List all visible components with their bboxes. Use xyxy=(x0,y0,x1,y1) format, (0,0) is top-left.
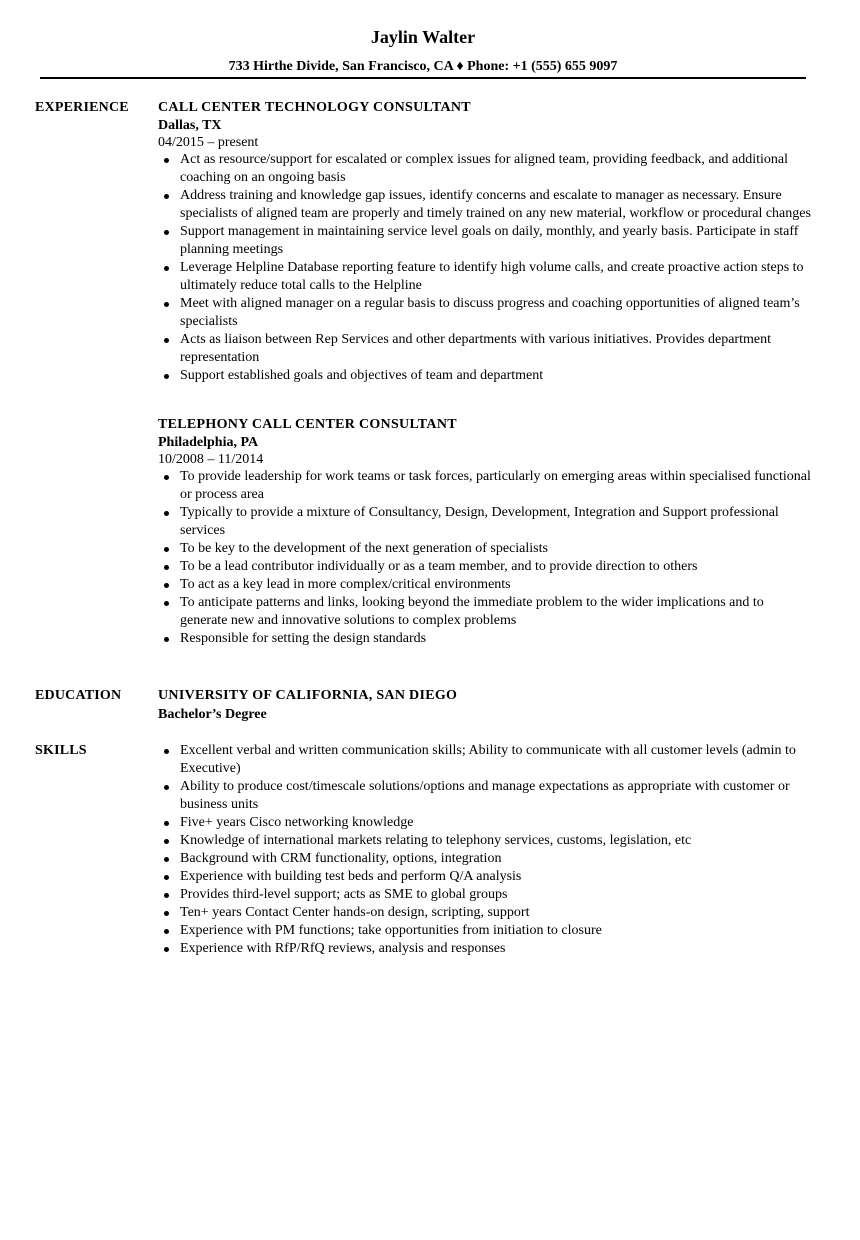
bullet-icon xyxy=(164,302,169,307)
bullet-icon xyxy=(164,785,169,790)
skill-item xyxy=(158,778,813,814)
bullet-text: Acts as liaison between Rep Services and other departments with various initiatives. Provides department representation xyxy=(180,332,771,365)
bullet-item xyxy=(158,367,813,385)
bullet-item xyxy=(158,151,813,187)
bullet-icon xyxy=(164,565,169,570)
bullet-icon xyxy=(164,839,169,844)
bullet-text: Typically to provide a mixture of Consultancy, Design, Development, Integration and Support professional services xyxy=(180,505,779,538)
skill-text: Experience with RfP/RfQ reviews, analysis and responses xyxy=(180,941,506,956)
header-divider xyxy=(40,77,806,79)
skill-text: Five+ years Cisco networking knowledge xyxy=(180,815,414,830)
bullet-text: Responsible for setting the design standards xyxy=(180,631,427,646)
bullet-icon xyxy=(164,475,169,480)
bullet-text: Meet with aligned manager on a regular basis to discuss progress and coaching opportunities of aligned team’s specialists xyxy=(180,296,800,329)
bullet-icon xyxy=(164,749,169,754)
skills-list xyxy=(158,742,813,958)
bullet-icon xyxy=(164,158,169,163)
job-bullets xyxy=(158,468,813,648)
skill-item xyxy=(158,886,813,904)
bullet-item xyxy=(158,223,813,259)
bullet-text: To anticipate patterns and links, looking beyond the immediate problem to the wider implications and to generate new and innovative solutions to complex problems xyxy=(180,595,764,628)
bullet-icon xyxy=(164,266,169,271)
bullet-icon xyxy=(164,929,169,934)
job-dates: 04/2015 – present xyxy=(158,135,259,150)
skill-item xyxy=(158,850,813,868)
bullet-text: Support established goals and objectives of team and department xyxy=(180,368,544,383)
bullet-icon xyxy=(164,194,169,199)
skill-item xyxy=(158,814,813,832)
bullet-text: To be key to the development of the next generation of specialists xyxy=(180,541,548,556)
bullet-icon xyxy=(164,893,169,898)
skill-item xyxy=(158,742,813,778)
job-location: Philadelphia, PA xyxy=(158,435,259,450)
job-entry xyxy=(158,99,813,385)
bullet-item xyxy=(158,504,813,540)
bullet-icon xyxy=(164,911,169,916)
bullet-icon xyxy=(164,601,169,606)
bullet-item xyxy=(158,468,813,504)
section-label-skills: SKILLS xyxy=(35,743,87,758)
job-location: Dallas, TX xyxy=(158,118,222,133)
education-degree: Bachelor’s Degree xyxy=(158,707,267,722)
job-dates: 10/2008 – 11/2014 xyxy=(158,452,264,467)
candidate-name: Jaylin Walter xyxy=(370,27,476,47)
contact-line: 733 Hirthe Divide, San Francisco, CA ♦ Phone: +1 (555) 655 9097 xyxy=(228,59,618,74)
bullet-icon xyxy=(164,583,169,588)
skills-body xyxy=(158,742,813,958)
skill-item xyxy=(158,832,813,850)
bullet-icon xyxy=(164,511,169,516)
bullet-text: To provide leadership for work teams or task forces, particularly on emerging areas within specialised functional or process area xyxy=(180,469,811,502)
job-entry xyxy=(158,416,813,648)
bullet-text: Act as resource/support for escalated or complex issues for aligned team, providing feedback, and additional coaching on an ongoing basis xyxy=(180,152,789,185)
skill-item xyxy=(158,922,813,940)
bullet-icon xyxy=(164,374,169,379)
bullet-text: Leverage Helpline Database reporting feature to identify high volume calls, and create proactive action steps to ultimately reduce total calls to the Helpline xyxy=(180,260,804,293)
skill-text: Ability to produce cost/timescale solutions/options and manage expectations as appropriate with customer or business units xyxy=(180,779,790,812)
bullet-text: Address training and knowledge gap issues, identify concerns and escalate to manager as necessary. Ensure specialists of aligned team are properly and timely trained on any new material, workflow or procedural changes xyxy=(180,188,811,221)
skill-text: Experience with PM functions; take opportunities from initiation to closure xyxy=(180,923,602,938)
bullet-item xyxy=(158,295,813,331)
bullet-icon xyxy=(164,637,169,642)
bullet-icon xyxy=(164,338,169,343)
bullet-icon xyxy=(164,947,169,952)
bullet-icon xyxy=(164,875,169,880)
bullet-text: To act as a key lead in more complex/critical environments xyxy=(180,577,511,592)
bullet-text: To be a lead contributor individually or as a team member, and to provide direction to others xyxy=(180,559,698,574)
section-label-education: EDUCATION xyxy=(35,688,122,703)
bullet-item xyxy=(158,540,813,558)
skill-text: Experience with building test beds and perform Q/A analysis xyxy=(180,869,522,884)
job-title: TELEPHONY CALL CENTER CONSULTANT xyxy=(158,417,457,432)
skill-item xyxy=(158,940,813,958)
bullet-icon xyxy=(164,821,169,826)
section-label-experience: EXPERIENCE xyxy=(35,100,129,115)
skill-text: Background with CRM functionality, options, integration xyxy=(180,851,502,866)
job-title: CALL CENTER TECHNOLOGY CONSULTANT xyxy=(158,100,471,115)
skill-item xyxy=(158,868,813,886)
bullet-item xyxy=(158,576,813,594)
bullet-item xyxy=(158,558,813,576)
skill-text: Knowledge of international markets relating to telephony services, customs, legislation, etc xyxy=(180,833,692,848)
skill-text: Ten+ years Contact Center hands-on design, scripting, support xyxy=(180,905,530,920)
bullet-icon xyxy=(164,230,169,235)
skill-item xyxy=(158,904,813,922)
bullet-text: Support management in maintaining service level goals on daily, monthly, and yearly basis. Participate in staff planning meetings xyxy=(180,224,799,257)
bullet-item xyxy=(158,594,813,630)
education-school: UNIVERSITY OF CALIFORNIA, SAN DIEGO xyxy=(158,688,458,703)
bullet-item xyxy=(158,630,813,648)
skill-text: Provides third-level support; acts as SME to global groups xyxy=(180,887,508,902)
bullet-icon xyxy=(164,547,169,552)
experience-body xyxy=(158,99,813,672)
skill-text: Excellent verbal and written communication skills; Ability to communicate with all customer levels (admin to Executive) xyxy=(180,743,796,776)
bullet-icon xyxy=(164,857,169,862)
education-body xyxy=(158,687,813,725)
bullet-item xyxy=(158,331,813,367)
bullet-item xyxy=(158,187,813,223)
job-bullets xyxy=(158,151,813,385)
bullet-item xyxy=(158,259,813,295)
